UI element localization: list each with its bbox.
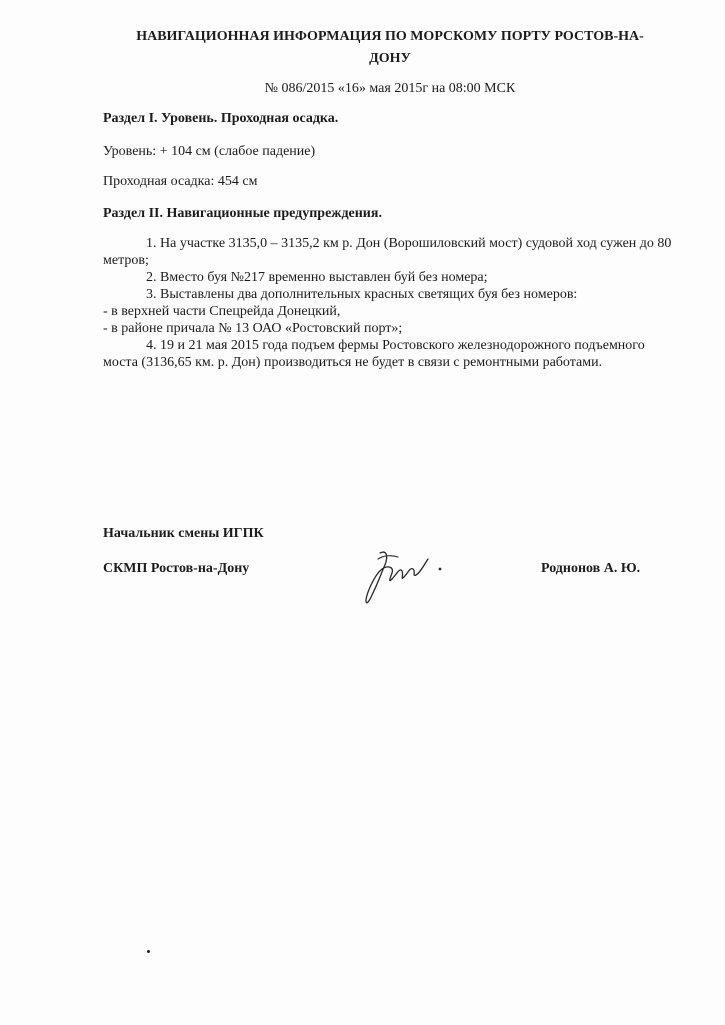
warning-item-4: 4. 19 и 21 мая 2015 года подъем фермы Ростовского железнодорожного подъемного моста (3136,65 км. р. Дон) производиться не будет в связи с ремонтными работами. bbox=[103, 338, 645, 370]
signer-position-line-1: Начальник смены ИГПК bbox=[103, 526, 264, 541]
warning-item-1: 1. На участке 3135,0 – 3135,2 км р. Дон (Ворошиловский мост) судовой ход сужен до 80 метров; bbox=[103, 236, 672, 268]
warning-item-3-sub-2: - в районе причала № 13 ОАО «Ростовский порт»; bbox=[103, 321, 403, 336]
warning-item-3-sub-1: - в верхней части Спецрейда Донецкий, bbox=[103, 304, 341, 319]
level-line: Уровень: + 104 см (слабое падение) bbox=[103, 144, 316, 159]
section-1-heading: Раздел I. Уровень. Проходная осадка. bbox=[103, 111, 339, 126]
warning-item-3: 3. Выставлены два дополнительных красных светящих буя без номеров: bbox=[146, 287, 578, 302]
document-number-date: № 086/2015 «16» мая 2015г на 08:00 МСК bbox=[264, 81, 516, 96]
title-line-1: НАВИГАЦИОННАЯ ИНФОРМАЦИЯ ПО МОРСКОМУ ПОРТУ РОСТОВ-НА- bbox=[136, 29, 644, 44]
warning-item-2: 2. Вместо буя №217 временно выставлен буй без номера; bbox=[146, 270, 488, 285]
signer-name: Роднонов А. Ю. bbox=[541, 561, 641, 576]
section-2-heading: Раздел II. Навигационные предупреждения. bbox=[103, 206, 382, 221]
title-line-2: ДОНУ bbox=[369, 51, 411, 66]
draft-line: Проходная осадка: 454 см bbox=[103, 174, 258, 189]
handwritten-signature bbox=[358, 545, 448, 610]
signer-position-line-2: СКМП Ростов-на-Дону bbox=[103, 561, 250, 576]
document-title bbox=[100, 26, 680, 70]
warnings-list bbox=[103, 235, 675, 371]
scan-speck bbox=[147, 950, 150, 953]
